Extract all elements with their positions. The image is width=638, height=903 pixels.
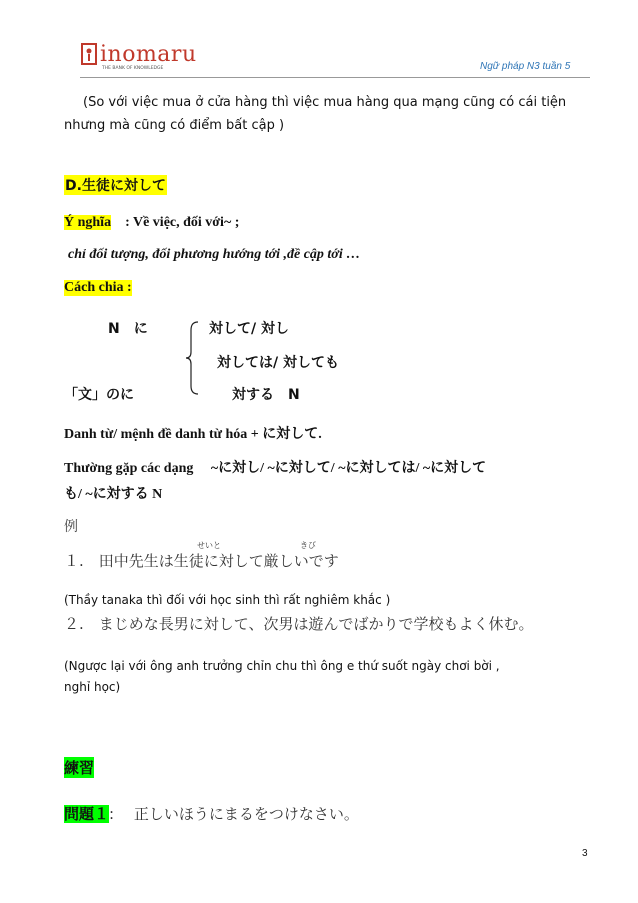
header-divider <box>80 77 590 78</box>
conj-form-2: 対しては/ 対しても <box>217 355 339 371</box>
thuong-gap-line-2: も/ ~に対する N <box>64 487 163 502</box>
practice-heading: 練習 <box>64 759 95 777</box>
conj-label: Cách chia : <box>64 280 132 295</box>
page-number: 3 <box>582 848 588 859</box>
logo-mark-icon <box>80 42 98 66</box>
section-heading: D.生徒に対して <box>64 175 167 195</box>
meaning-text: : Về việc, đối với~ ; <box>111 215 240 230</box>
header-title: Ngữ pháp N3 tuần 5 <box>480 61 571 72</box>
conj-form-3: 対する N <box>232 387 300 403</box>
logo-tagline: THE BANK OF KNOWLEDGE <box>102 66 164 71</box>
meaning-sub: chỉ đối tượng, đối phương hướng tới ,đề cập tới … <box>68 247 361 262</box>
danh-tu-line: Danh từ/ mệnh đề danh từ hóa + に対して. <box>64 427 322 442</box>
conj-form-1: 対して/ 対し <box>209 321 289 337</box>
examples-label: 例 <box>64 519 78 535</box>
intro-line-2: nhưng mà cũng có điểm bất cập ) <box>64 118 285 133</box>
example-1: １. 田中先生は生徒に対して厳しいです <box>64 552 339 570</box>
example-2-translation-2: nghỉ học) <box>64 680 121 694</box>
example-2: ２. まじめな長男に対して、次男は遊んでばかりで学校もよく休む。 <box>64 615 534 633</box>
example-2-translation-1: (Ngược lại với ông anh trưởng chỉn chu thì ông e thứ suốt ngày chơi bời , <box>64 659 500 673</box>
conj-row1-left: N に <box>108 321 148 337</box>
ruby-seito: せいと <box>197 541 221 550</box>
thuong-gap-line-1: Thường gặp các dạng ~に対し/ ~に対して/ ~に対しては/ ~に対して <box>64 461 487 476</box>
intro-line-1: (So với việc mua ở cửa hàng thì việc mua hàng qua mạng cũng có cái tiện <box>83 95 567 110</box>
example-1-translation: (Thầy tanaka thì đối với học sinh thì rất nghiêm khắc ) <box>64 593 391 607</box>
meaning-label: Ý nghĩa <box>64 215 112 230</box>
brace-icon <box>185 320 199 396</box>
meaning-row <box>64 211 239 231</box>
logo <box>80 40 210 74</box>
question-1-label: 問題１ <box>64 805 110 823</box>
ruby-kibi: きび <box>300 541 316 550</box>
question-1-text: : 正しいほうにまるをつけなさい。 <box>109 805 359 823</box>
conj-row3-left: 「文」のに <box>64 387 134 403</box>
logo-text: inomaru <box>100 42 197 67</box>
question-1-row <box>64 803 359 824</box>
